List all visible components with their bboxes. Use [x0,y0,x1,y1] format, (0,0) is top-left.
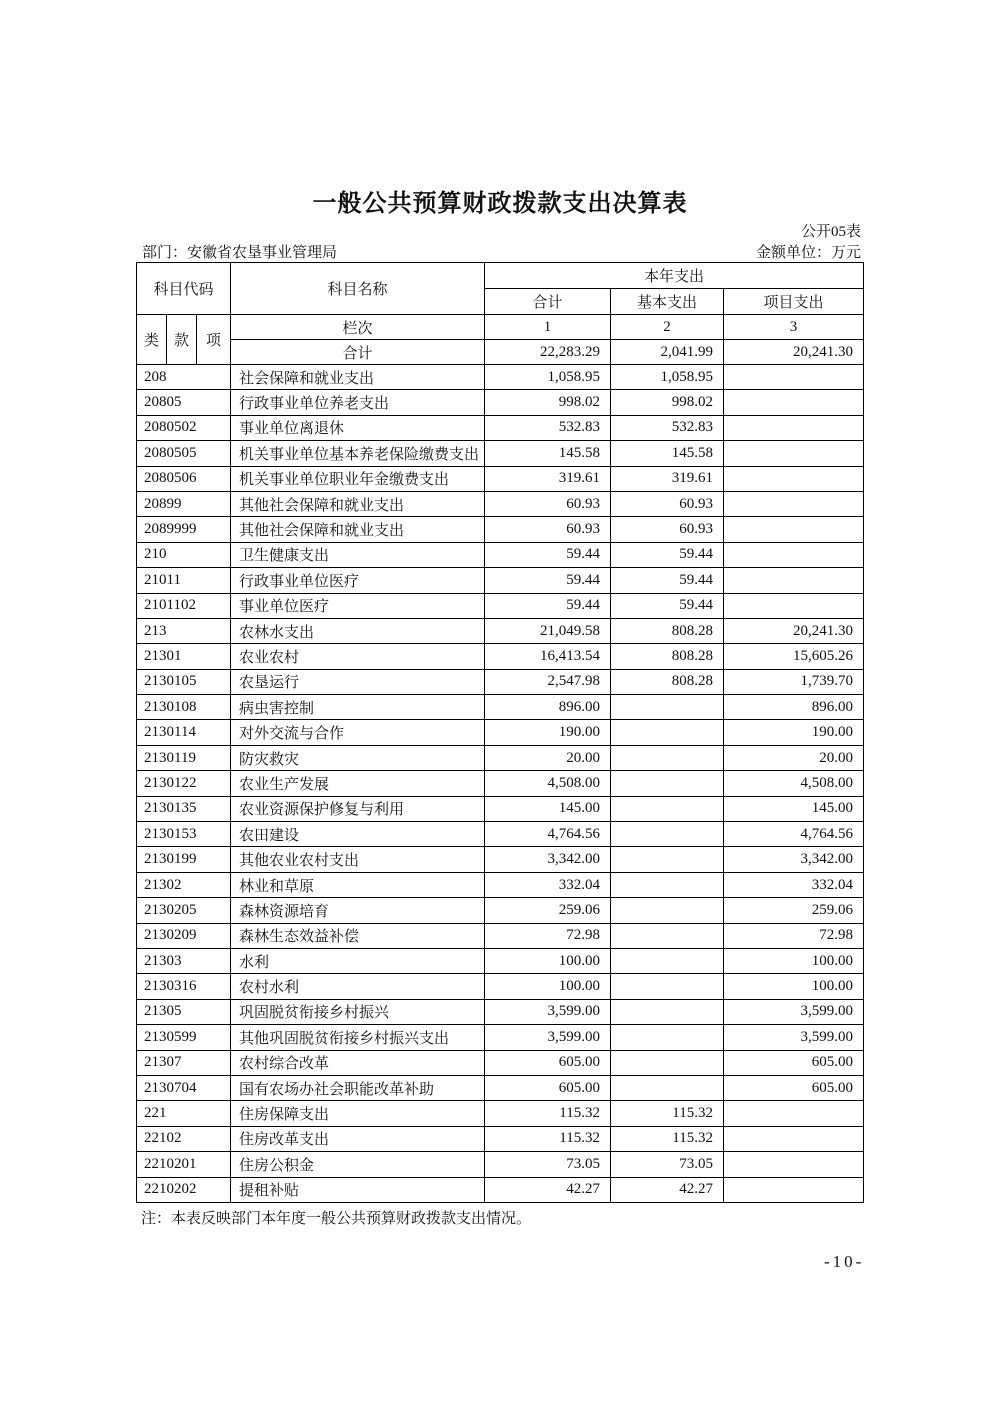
row-project-cell: 100.00 [724,948,864,973]
header-col-no-1: 1 [485,315,611,340]
row-basic-cell [611,822,724,847]
table-row [137,771,864,796]
row-total-cell: 896.00 [485,695,611,720]
total-row-project: 20,241.30 [724,340,864,365]
row-code-cell: 21011 [137,568,231,593]
row-name-cell: 农林水支出 [231,618,485,643]
row-total-cell: 100.00 [485,948,611,973]
table-row [137,999,864,1024]
row-total-cell: 145.58 [485,441,611,466]
row-code-cell: 21301 [137,644,231,669]
row-code-cell: 21302 [137,872,231,897]
row-name-cell: 国有农场办社会职能改革补助 [231,1075,485,1100]
row-code-cell: 2130153 [137,822,231,847]
row-name-cell: 其他社会保障和就业支出 [231,517,485,542]
row-total-cell: 4,764.56 [485,822,611,847]
table-row [137,923,864,948]
row-name-cell: 病虫害控制 [231,695,485,720]
row-project-cell [724,1152,864,1177]
row-project-cell: 605.00 [724,1050,864,1075]
row-project-cell: 605.00 [724,1075,864,1100]
row-project-cell: 259.06 [724,898,864,923]
row-total-cell: 605.00 [485,1075,611,1100]
row-project-cell [724,593,864,618]
table-row [137,695,864,720]
row-code-cell: 208 [137,365,231,390]
form-code-label: 公开05表 [800,224,861,240]
table-row [137,441,864,466]
row-total-cell: 115.32 [485,1126,611,1151]
row-basic-cell [611,796,724,821]
row-project-cell: 3,599.00 [724,999,864,1024]
row-project-cell: 4,764.56 [724,822,864,847]
row-name-cell: 提租补贴 [231,1177,485,1202]
header-col-no-2: 2 [611,315,724,340]
row-code-cell: 2080505 [137,441,231,466]
header-code-class: 类 [137,315,167,365]
row-name-cell: 卫生健康支出 [231,542,485,567]
row-code-cell: 21305 [137,999,231,1024]
table-row [137,491,864,516]
table-row [137,872,864,897]
row-total-cell: 532.83 [485,415,611,440]
row-name-cell: 农业资源保护修复与利用 [231,796,485,821]
row-total-cell: 16,413.54 [485,644,611,669]
row-basic-cell: 808.28 [611,669,724,694]
row-name-cell: 森林资源培育 [231,898,485,923]
row-name-cell: 农田建设 [231,822,485,847]
table-row [137,593,864,618]
table-row [137,517,864,542]
row-name-cell: 林业和草原 [231,872,485,897]
row-project-cell: 20,241.30 [724,618,864,643]
row-name-cell: 行政事业单位养老支出 [231,390,485,415]
row-basic-cell [611,1025,724,1050]
total-row-label: 合计 [231,340,485,365]
row-project-cell: 145.00 [724,796,864,821]
table-row [137,796,864,821]
row-name-cell: 水利 [231,948,485,973]
row-basic-cell [611,1050,724,1075]
row-code-cell: 2130209 [137,923,231,948]
row-name-cell: 农村水利 [231,974,485,999]
table-row [137,415,864,440]
row-basic-cell: 42.27 [611,1177,724,1202]
table-row [137,1152,864,1177]
row-name-cell: 事业单位医疗 [231,593,485,618]
row-total-cell: 3,342.00 [485,847,611,872]
row-basic-cell [611,847,724,872]
row-total-cell: 59.44 [485,542,611,567]
row-total-cell: 3,599.00 [485,999,611,1024]
row-code-cell: 2130135 [137,796,231,821]
row-code-cell: 2080506 [137,466,231,491]
row-code-cell: 210 [137,542,231,567]
table-row [137,745,864,770]
table-row [137,1126,864,1151]
row-project-cell: 3,599.00 [724,1025,864,1050]
table-row [137,822,864,847]
row-code-cell: 2210202 [137,1177,231,1202]
row-basic-cell [611,872,724,897]
row-total-cell: 1,058.95 [485,365,611,390]
total-row [137,340,864,365]
row-total-cell: 259.06 [485,898,611,923]
row-total-cell: 190.00 [485,720,611,745]
header-row-1 [137,263,864,289]
row-name-cell: 事业单位离退休 [231,415,485,440]
row-project-cell: 3,342.00 [724,847,864,872]
row-basic-cell: 59.44 [611,568,724,593]
row-basic-cell [611,695,724,720]
row-code-cell: 20899 [137,491,231,516]
row-total-cell: 605.00 [485,1050,611,1075]
row-name-cell: 机关事业单位职业年金缴费支出 [231,466,485,491]
row-total-cell: 4,508.00 [485,771,611,796]
table-row [137,618,864,643]
table-row [137,390,864,415]
row-basic-cell: 808.28 [611,644,724,669]
row-code-cell: 2130108 [137,695,231,720]
row-basic-cell: 998.02 [611,390,724,415]
row-basic-cell [611,1075,724,1100]
row-project-cell [724,1126,864,1151]
row-basic-cell [611,771,724,796]
row-name-cell: 住房保障支出 [231,1101,485,1126]
row-basic-cell: 808.28 [611,618,724,643]
row-basic-cell: 60.93 [611,517,724,542]
header-code-section: 款 [167,315,197,365]
row-project-cell [724,1101,864,1126]
row-code-cell: 2130114 [137,720,231,745]
row-code-cell: 221 [137,1101,231,1126]
row-total-cell: 60.93 [485,491,611,516]
row-project-cell: 4,508.00 [724,771,864,796]
row-name-cell: 农业生产发展 [231,771,485,796]
row-code-cell: 2210201 [137,1152,231,1177]
header-col-project: 项目支出 [724,289,864,315]
row-name-cell: 农垦运行 [231,669,485,694]
row-basic-cell [611,923,724,948]
row-basic-cell: 115.32 [611,1126,724,1151]
table-row [137,669,864,694]
table-row [137,1101,864,1126]
row-basic-cell [611,948,724,973]
table-row [137,1177,864,1202]
row-total-cell: 332.04 [485,872,611,897]
row-total-cell: 20.00 [485,745,611,770]
row-total-cell: 59.44 [485,568,611,593]
row-total-cell: 73.05 [485,1152,611,1177]
row-name-cell: 其他社会保障和就业支出 [231,491,485,516]
table-row [137,974,864,999]
row-name-cell: 机关事业单位基本养老保险缴费支出 [231,441,485,466]
row-code-cell: 2089999 [137,517,231,542]
page-title: 一般公共预算财政拨款支出决算表 [312,189,688,217]
row-name-cell: 对外交流与合作 [231,720,485,745]
row-project-cell [724,568,864,593]
row-project-cell [724,390,864,415]
row-basic-cell [611,999,724,1024]
row-project-cell: 100.00 [724,974,864,999]
row-total-cell: 319.61 [485,466,611,491]
row-code-cell: 2080502 [137,415,231,440]
row-code-cell: 2101102 [137,593,231,618]
amount-unit-label: 金额单位：万元 [755,245,861,261]
row-project-cell [724,365,864,390]
row-total-cell: 998.02 [485,390,611,415]
header-column-index-label: 栏次 [231,315,485,340]
row-project-cell: 20.00 [724,745,864,770]
row-project-cell: 190.00 [724,720,864,745]
table-row [137,365,864,390]
row-code-cell: 22102 [137,1126,231,1151]
row-code-cell: 2130205 [137,898,231,923]
row-project-cell [724,491,864,516]
row-code-cell: 2130199 [137,847,231,872]
row-basic-cell [611,745,724,770]
row-basic-cell: 532.83 [611,415,724,440]
row-name-cell: 社会保障和就业支出 [231,365,485,390]
row-basic-cell [611,720,724,745]
table-row [137,568,864,593]
row-basic-cell [611,898,724,923]
table-row [137,542,864,567]
row-basic-cell: 1,058.95 [611,365,724,390]
row-code-cell: 2130316 [137,974,231,999]
table-body [137,365,864,1203]
table-row [137,1075,864,1100]
row-name-cell: 防灾救灾 [231,745,485,770]
row-name-cell: 其他巩固脱贫衔接乡村振兴支出 [231,1025,485,1050]
row-name-cell: 农村综合改革 [231,1050,485,1075]
row-total-cell: 3,599.00 [485,1025,611,1050]
row-project-cell: 1,739.70 [724,669,864,694]
header-subject-code: 科目代码 [137,263,231,315]
table-row [137,948,864,973]
row-total-cell: 59.44 [485,593,611,618]
table-row [137,644,864,669]
table-note: 注：本表反映部门本年度一般公共预算财政拨款支出情况。 [141,1211,532,1227]
header-current-year: 本年支出 [485,263,864,289]
row-project-cell: 332.04 [724,872,864,897]
row-name-cell: 其他农业农村支出 [231,847,485,872]
row-project-cell: 896.00 [724,695,864,720]
row-name-cell: 住房改革支出 [231,1126,485,1151]
row-name-cell: 农业农村 [231,644,485,669]
header-subject-name: 科目名称 [231,263,485,315]
row-name-cell: 住房公积金 [231,1152,485,1177]
row-basic-cell: 59.44 [611,542,724,567]
row-name-cell: 巩固脱贫衔接乡村振兴 [231,999,485,1024]
row-project-cell [724,542,864,567]
row-basic-cell [611,974,724,999]
row-total-cell: 2,547.98 [485,669,611,694]
row-project-cell [724,441,864,466]
row-name-cell: 行政事业单位医疗 [231,568,485,593]
row-total-cell: 21,049.58 [485,618,611,643]
department-label: 部门：安徽省农垦事业管理局 [142,245,338,261]
row-total-cell: 60.93 [485,517,611,542]
row-code-cell: 2130119 [137,745,231,770]
meta-line [142,241,861,262]
table-row [137,1050,864,1075]
table-row [137,1025,864,1050]
row-code-cell: 21307 [137,1050,231,1075]
row-total-cell: 115.32 [485,1101,611,1126]
row-project-cell [724,1177,864,1202]
total-row-basic: 2,041.99 [611,340,724,365]
header-col-no-3: 3 [724,315,864,340]
row-total-cell: 42.27 [485,1177,611,1202]
total-row-total: 22,283.29 [485,340,611,365]
table-row [137,847,864,872]
row-code-cell: 2130105 [137,669,231,694]
row-project-cell: 15,605.26 [724,644,864,669]
row-basic-cell: 145.58 [611,441,724,466]
row-code-cell: 20805 [137,390,231,415]
header-col-total: 合计 [485,289,611,315]
row-project-cell [724,517,864,542]
row-project-cell [724,415,864,440]
row-code-cell: 2130704 [137,1075,231,1100]
page-number: -10- [824,1252,865,1271]
header-code-item: 项 [197,315,231,365]
row-project-cell: 72.98 [724,923,864,948]
budget-table [136,262,864,1203]
row-basic-cell: 60.93 [611,491,724,516]
row-total-cell: 145.00 [485,796,611,821]
row-project-cell [724,466,864,491]
header-col-basic: 基本支出 [611,289,724,315]
row-code-cell: 213 [137,618,231,643]
row-basic-cell: 319.61 [611,466,724,491]
row-name-cell: 森林生态效益补偿 [231,923,485,948]
row-basic-cell: 73.05 [611,1152,724,1177]
row-basic-cell: 115.32 [611,1101,724,1126]
row-code-cell: 2130122 [137,771,231,796]
row-code-cell: 21303 [137,948,231,973]
table-row [137,466,864,491]
table-row [137,898,864,923]
row-total-cell: 72.98 [485,923,611,948]
header-row-3 [137,315,864,340]
row-code-cell: 2130599 [137,1025,231,1050]
row-basic-cell: 59.44 [611,593,724,618]
row-total-cell: 100.00 [485,974,611,999]
table-row [137,720,864,745]
